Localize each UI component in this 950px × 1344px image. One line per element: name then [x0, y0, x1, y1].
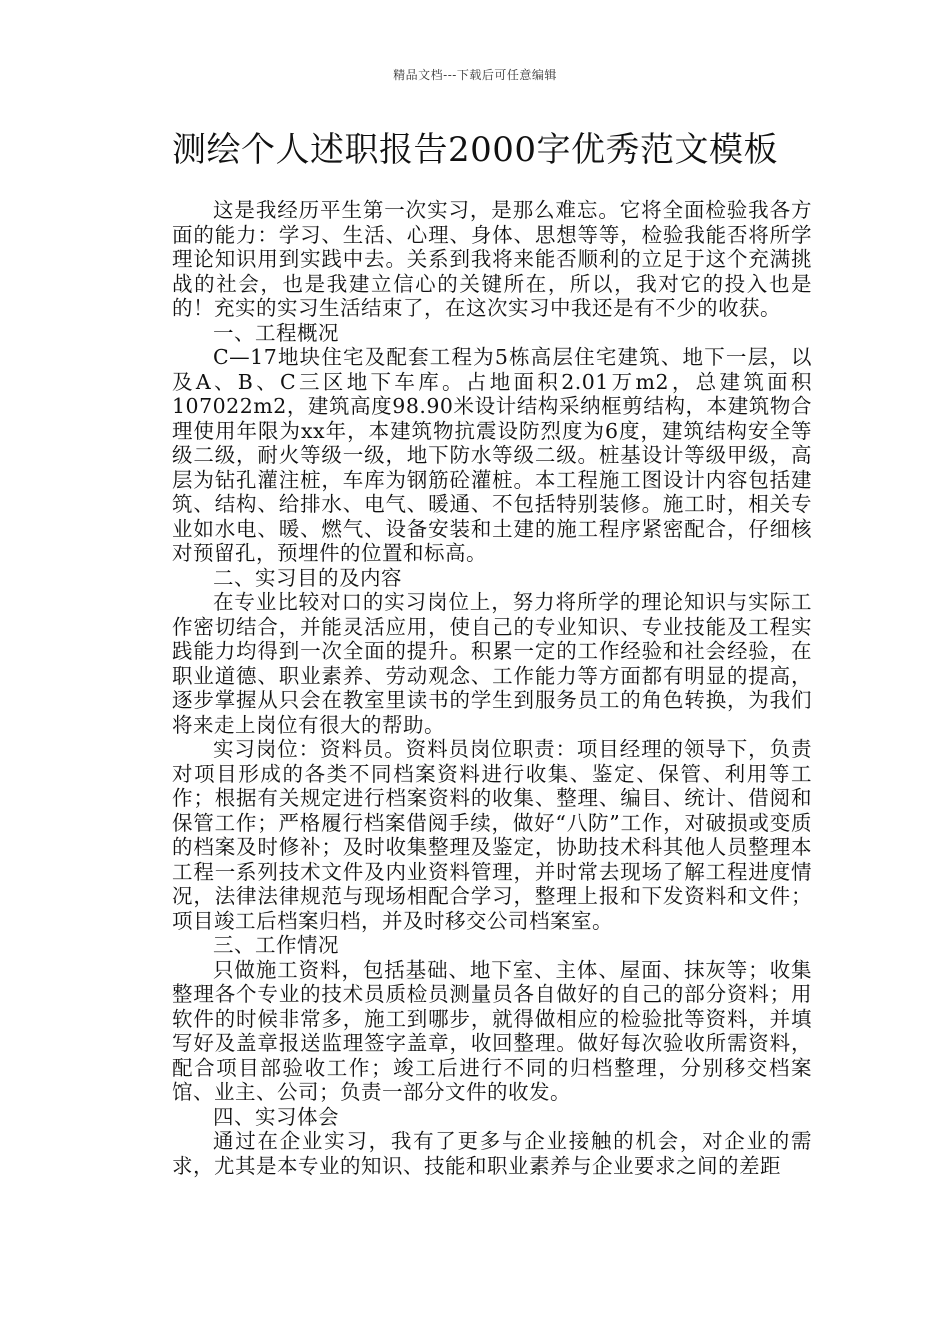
paragraph-project-overview: C—17地块住宅及配套工程为5栋高层住宅建筑、地下一层，以及A、B、C三区地下车库。占地面积2.01万m2，总建筑面积107022m2，建筑高度98.90米设计结构采纳框剪结构，本建筑物合理使用年限为xx年，本建筑物抗震设防烈度为6度，建筑结构安全等级二级，耐火等级一级，地下防水等级二级。桩基设计等级甲级，高层为钻孔灌注桩，车库为钢筋砼灌桩。本工程施工图设计内容包括建筑、结构、给排水、电气、暖通、不包括特别装修。施工时，相关专业如水电、暖、燃气、设备安装和土建的施工程序紧密配合，仔细核对预留孔，预埋件的位置和标高。 — [172, 345, 812, 565]
section-heading-3: 三、工作情况 — [213, 933, 339, 957]
section-heading-1: 一、工程概况 — [213, 320, 339, 345]
paragraph-work-situation: 只做施工资料，包括基础、地下室、主体、屋面、抹灰等；收集整理各个专业的技术员质检员测量员各自做好的自己的部分资料；用软件的时候非常多，施工到哪步，就得做相应的检验批等资料，并填写好及盖章报送监理签字盖章，收回整理。做好每次验收所需资料，配合项目部验收工作；竣工后进行不同的归档整理，分别移交档案馆、业主、公司；负责一部分文件的收发。 — [172, 957, 812, 1104]
header-note: 精品文档---下载后可任意编辑 — [393, 68, 557, 82]
page-title: 测绘个人述职报告2000字优秀范文模板 — [171, 130, 779, 170]
document-body — [172, 198, 812, 1178]
paragraph-internship-position: 实习岗位：资料员。资料员岗位职责：项目经理的领导下，负责对项目形成的各类不同档案资料进行收集、鉴定、保管、利用等工作；根据有关规定进行档案资料的收集、整理、编目、统计、借阅和保管工作；严格履行档案借阅手续，做好“八防”工作，对破损或变质的档案及时修补；及时收集整理及鉴定，协助技术科其他人员整理本工程一系列技术文件及内业资料管理，并时常去现场了解工程进度情况，法律法律规范与现场相配合学习，整理上报和下发资料和文件；项目竣工后档案归档，并及时移交公司档案室。 — [172, 737, 812, 933]
paragraph-intro: 这是我经历平生第一次实习，是那么难忘。它将全面检验我各方面的能力：学习、生活、心理、身体、思想等等，检验我能否将所学理论知识用到实践中去。关系到我将来能否顺利的立足于这个充满挑战的社会，也是我建立信心的关键所在，所以，我对它的投入也是的！充实的实习生活结束了，在这次实习中我还是有不少的收获。 — [172, 198, 812, 320]
section-heading-2: 二、实习目的及内容 — [213, 565, 402, 590]
paragraph-experience: 通过在企业实习，我有了更多与企业接触的机会，对企业的需求，尤其是本专业的知识、技能和职业素养与企业要求之间的差距 — [172, 1129, 812, 1178]
section-heading-4: 四、实习体会 — [213, 1104, 339, 1129]
paragraph-internship-purpose: 在专业比较对口的实习岗位上，努力将所学的理论知识与实际工作密切结合，并能灵活应用，使自己的专业知识、专业技能及工程实践能力均得到一次全面的提升。积累一定的工作经验和社会经验，在职业道德、职业素养、劳动观念、工作能力等方面都有明显的提高，逐步掌握从只会在教室里读书的学生到服务员工的角色转换，为我们将来走上岗位有很大的帮助。 — [172, 590, 812, 737]
